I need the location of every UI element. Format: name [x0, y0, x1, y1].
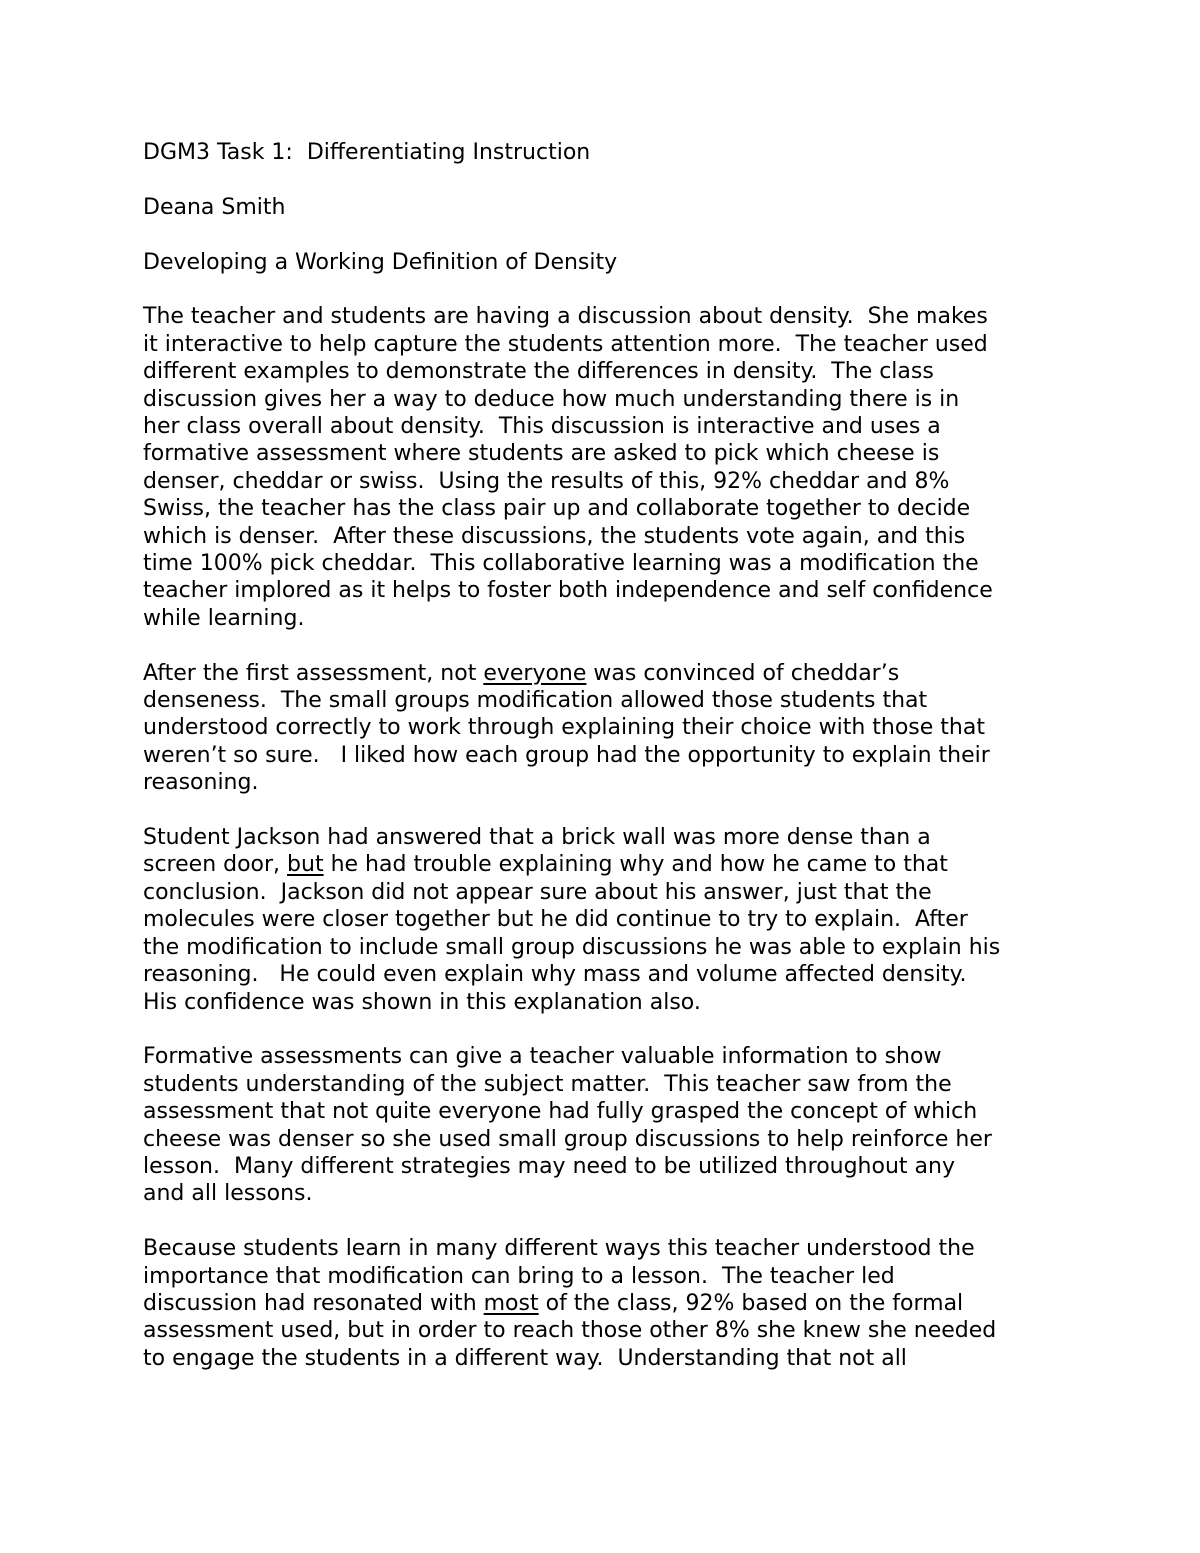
underlined-word: most: [483, 1290, 539, 1316]
paragraph-line: The teacher and students are having a discussion about density. She makes: [143, 304, 988, 330]
paragraph-line: discussion had resonated with most of the class, 92% based on the formal: [143, 1290, 964, 1316]
paragraph-line: formative assessment where students are asked to pick which cheese is: [143, 441, 940, 467]
underlined-word: but: [287, 852, 324, 878]
paragraph-line: her class overall about density. This discussion is interactive and uses a: [143, 414, 941, 440]
paragraph-2: [143, 660, 1073, 797]
paragraph-line: His confidence was shown in this explanation also.: [143, 989, 701, 1015]
paragraph-line: time 100% pick cheddar. This collaborative learning was a modification the: [143, 551, 979, 577]
paragraph-line: which is denser. After these discussions, the students vote again, and this: [143, 523, 966, 549]
paragraph-4: [143, 1043, 1073, 1207]
document-subtitle: Developing a Working Definition of Density: [143, 249, 618, 275]
paragraph-line: weren’t so sure. I liked how each group had the opportunity to explain their: [143, 742, 990, 768]
paragraph-line: assessment used, but in order to reach those other 8% she knew she needed: [143, 1318, 997, 1344]
underlined-word: everyone: [483, 660, 587, 686]
paragraph-line: cheese was denser so she used small group discussions to help reinforce her: [143, 1126, 992, 1152]
paragraph-line: Swiss, the teacher has the class pair up and collaborate together to decide: [143, 496, 971, 522]
paragraph-line: importance that modification can bring to a lesson. The teacher led: [143, 1263, 895, 1289]
paragraph-line: the modification to include small group discussions he was able to explain his: [143, 934, 1001, 960]
paragraph-line: understood correctly to work through explaining their choice with those that: [143, 715, 985, 741]
paragraph-line: teacher implored as it helps to foster both independence and self confidence: [143, 578, 993, 604]
paragraph-line: discussion gives her a way to deduce how much understanding there is in: [143, 386, 960, 412]
paragraph-line: reasoning. He could even explain why mass and volume affected density.: [143, 962, 967, 988]
paragraph-line: After the first assessment, not everyone was convinced of cheddar’s: [143, 660, 900, 686]
paragraph-line: different examples to demonstrate the differences in density. The class: [143, 359, 934, 385]
document-body: [143, 139, 1073, 1400]
paragraph-1: [143, 303, 1073, 632]
paragraph-line: lesson. Many different strategies may need to be utilized throughout any: [143, 1153, 955, 1179]
paragraph-line: screen door, but he had trouble explaining why and how he came to that: [143, 852, 948, 878]
paragraph-line: it interactive to help capture the students attention more. The teacher used: [143, 331, 988, 357]
paragraph-line: Student Jackson had answered that a brick wall was more dense than a: [143, 825, 931, 851]
paragraph-line: assessment that not quite everyone had fully grasped the concept of which: [143, 1099, 978, 1125]
paragraph-line: reasoning.: [143, 770, 259, 796]
paragraph-3: [143, 824, 1073, 1016]
paragraph-line: conclusion. Jackson did not appear sure about his answer, just that the: [143, 879, 932, 905]
paragraph-line: Because students learn in many different ways this teacher understood the: [143, 1236, 975, 1262]
paragraph-line: students understanding of the subject matter. This teacher saw from the: [143, 1071, 952, 1097]
paragraph-line: to engage the students in a different way. Understanding that not all: [143, 1345, 907, 1371]
paragraph-line: denser, cheddar or swiss. Using the results of this, 92% cheddar and 8%: [143, 468, 950, 494]
paragraph-line: Formative assessments can give a teacher valuable information to show: [143, 1044, 942, 1070]
paragraph-line: and all lessons.: [143, 1181, 313, 1207]
paragraph-line: denseness. The small groups modification allowed those students that: [143, 688, 928, 714]
document-title: DGM3 Task 1: Differentiating Instruction: [143, 140, 591, 165]
paragraph-5: [143, 1235, 1073, 1372]
paragraph-line: molecules were closer together but he did continue to try to explain. After: [143, 907, 968, 933]
paragraph-line: while learning.: [143, 605, 305, 631]
author-name: Deana Smith: [143, 194, 286, 220]
